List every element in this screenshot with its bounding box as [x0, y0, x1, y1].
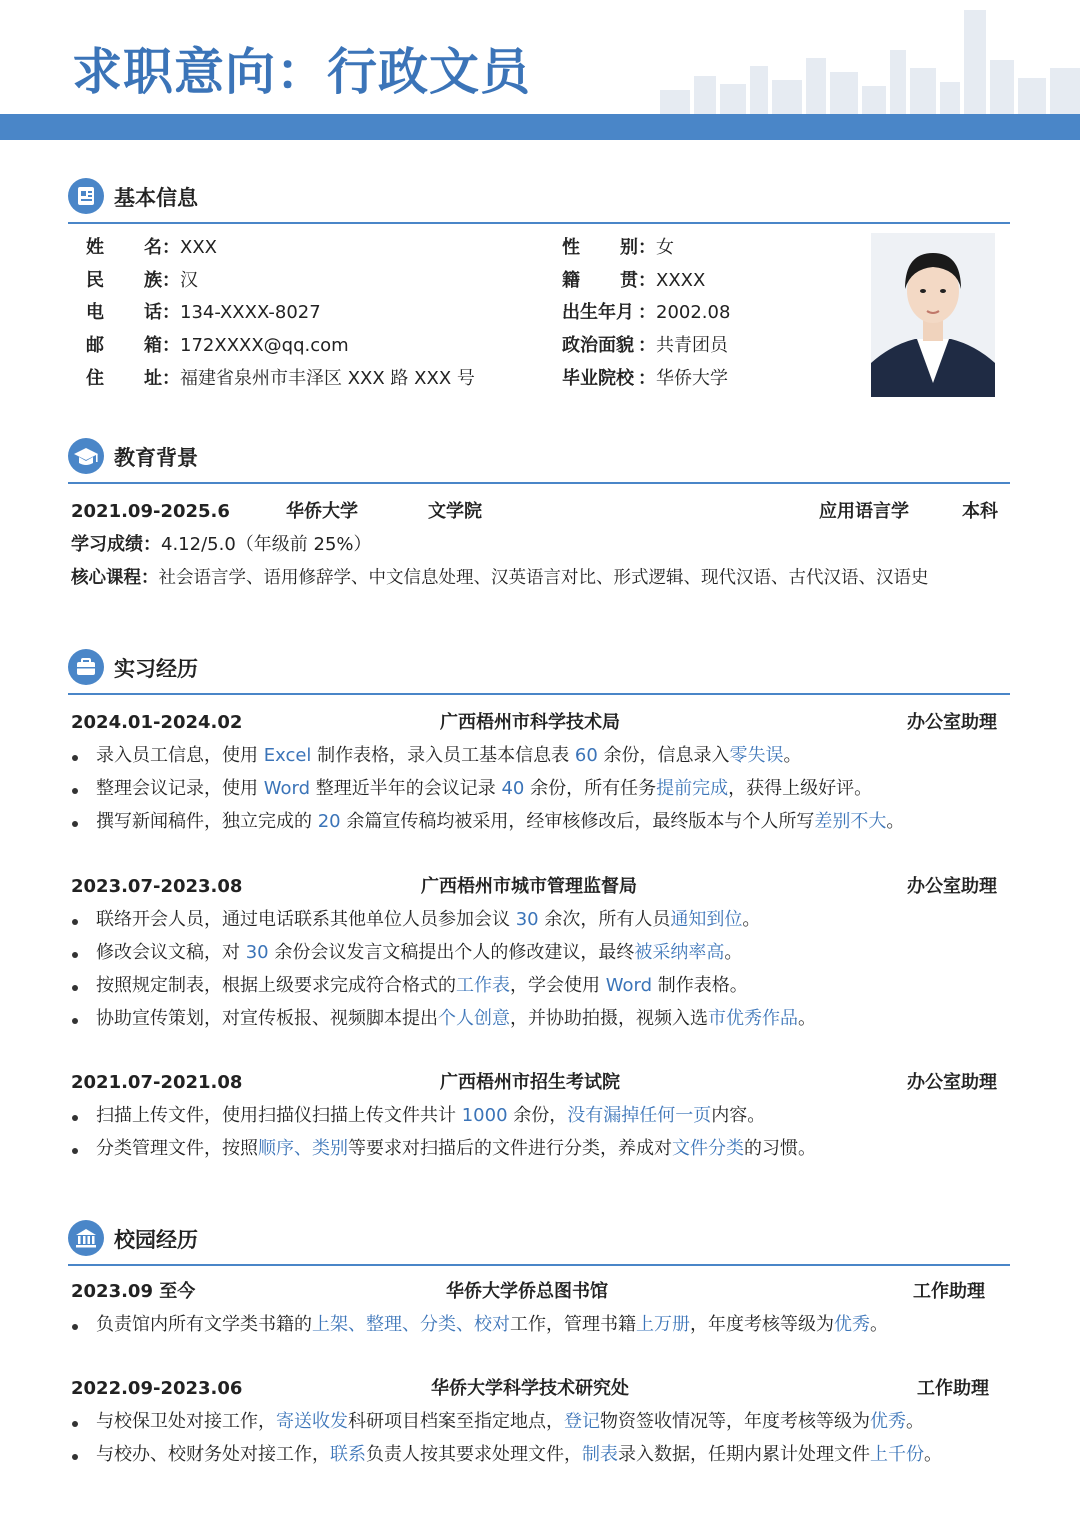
bullet-segment: 整理会议记录，使用 [96, 778, 264, 799]
entry-period: 2022.09-2023.06 [71, 1378, 243, 1399]
highlight-text: Word [605, 975, 652, 996]
info-row-left [86, 333, 349, 359]
info-label-char: 箱 [144, 335, 162, 357]
info-label-char: 邮 [86, 335, 104, 357]
highlight-text: Excel [263, 745, 312, 766]
entry-role: 办公室助理 [907, 712, 997, 733]
edu-period: 2021.09-2025.6 [71, 501, 230, 522]
highlight-text: 上万册 [636, 1314, 690, 1335]
edu-college: 文学院 [428, 501, 482, 522]
header-bar [0, 114, 1080, 140]
bullet-text [96, 1006, 816, 1032]
section-title: 校园经历 [114, 1228, 198, 1252]
info-value: 共青团员 [656, 335, 728, 357]
bullet-segment: 扫描上传文件，使用扫描仪扫描上传文件共计 [96, 1105, 462, 1126]
info-value: 汉 [180, 269, 198, 291]
bullet-text [96, 743, 802, 769]
section-divider [68, 482, 1010, 484]
bullet-segment: 的习惯。 [744, 1138, 816, 1159]
entry-role: 办公室助理 [907, 1072, 997, 1093]
info-row-left [86, 366, 475, 392]
bullet-segment: 。 [870, 1314, 888, 1335]
highlight-text: 通知到位 [670, 909, 743, 930]
info-value: 134-XXXX-8027 [180, 302, 321, 324]
bullet-dot [72, 821, 78, 827]
section-internship [68, 647, 1010, 691]
bullet-segment: 等要求对扫描后的文件进行分类，养成对 [348, 1138, 672, 1159]
highlight-text: 文件分类 [672, 1138, 744, 1159]
highlight-text: Word [263, 778, 310, 799]
edu-major: 应用语言学 [819, 501, 909, 522]
bullet-segment: 余份， [507, 1105, 568, 1126]
bullet-segment: 制作表格，录入员工基本信息表 [311, 745, 575, 766]
entry-period: 2021.07-2021.08 [71, 1072, 243, 1093]
bullet-dot [72, 755, 78, 761]
info-label-char: 性 [562, 237, 580, 258]
highlight-text: 20 [317, 811, 341, 832]
bullet-text [96, 1312, 888, 1338]
info-row-right [562, 333, 728, 359]
section-campus [68, 1218, 1010, 1262]
edu-courses: 核心课程：社会语言学、语用修辞学、中文信息处理、汉英语言对比、形式逻辑、现代汉语、古代汉语、汉语史 [71, 568, 929, 588]
info-value: 172XXXX@qq.com [180, 335, 349, 357]
resume-header [0, 0, 1080, 140]
bullet-segment: 。 [798, 1008, 816, 1029]
section-header [68, 436, 1010, 480]
section-title: 基本信息 [114, 186, 198, 210]
bullet-segment: 与校保卫处对接工作， [96, 1411, 276, 1432]
info-label-char: 住 [86, 367, 104, 389]
info-row-left [86, 300, 321, 326]
graduation-cap-icon [68, 438, 104, 474]
bullet-dot [72, 919, 78, 925]
info-value: 福建省泉州市丰泽区 XXX 路 XXX 号 [180, 367, 475, 389]
entry-period: 2023.07-2023.08 [71, 876, 243, 897]
bullet-text [96, 776, 872, 802]
info-colon: ： [638, 335, 656, 357]
highlight-text: 优秀 [870, 1411, 906, 1432]
bullet-segment: 。 [886, 811, 905, 832]
highlight-text: 零失误 [729, 745, 784, 766]
info-colon: ： [162, 335, 180, 357]
info-label: 政治面貌 [562, 335, 634, 357]
profile-photo [871, 233, 995, 397]
entry-period: 2023.09 至今 [71, 1281, 196, 1302]
highlight-text: 寄送收发 [276, 1411, 348, 1432]
info-value: 女 [656, 237, 674, 258]
job-objective-title: 求职意向：行政文员 [72, 43, 531, 101]
info-label [562, 235, 638, 261]
info-row-right [562, 268, 705, 294]
info-label: 出生年月 [562, 302, 634, 324]
bullet-segment: 修改会议文稿，对 [96, 942, 246, 963]
bullet-segment: ，年度考核等级为 [690, 1314, 834, 1335]
bullet-segment: 负责人按其要求处理文件， [366, 1444, 582, 1465]
highlight-text: 市优秀作品 [708, 1008, 798, 1029]
bullet-segment: 。 [906, 1411, 924, 1432]
info-colon: ： [162, 302, 180, 324]
info-label-char: 电 [86, 302, 104, 324]
highlight-text: 制表 [582, 1444, 618, 1465]
bullet-segment: 协助宣传策划，对宣传板报、视频脚本提出 [96, 1008, 438, 1029]
entry-organization: 华侨大学科学技术研究处 [431, 1378, 629, 1399]
info-row-right [562, 366, 728, 392]
info-row-right [562, 235, 674, 261]
highlight-text: 没有漏掉任何一页 [567, 1105, 712, 1126]
bullet-dot [72, 1148, 78, 1154]
section-header [68, 647, 1010, 691]
info-row-left [86, 268, 198, 294]
entry-organization: 广西梧州市招生考试院 [440, 1072, 620, 1093]
bullet-segment: 联络开会人员，通过电话联系其他单位人员参加会议 [96, 909, 516, 930]
info-colon: ： [162, 367, 180, 389]
bullet-text [96, 809, 904, 835]
highlight-text: 30 [245, 942, 269, 963]
bullet-text [96, 973, 748, 999]
institution-icon [68, 1220, 104, 1256]
bullet-segment: 撰写新闻稿件，独立完成的 [96, 811, 318, 832]
bullet-segment: 负责馆内所有文学类书籍的 [96, 1314, 312, 1335]
bullet-segment: 。 [724, 942, 743, 963]
bullet-dot [72, 985, 78, 991]
bullet-segment: 按照规定制表，根据上级要求完成符合格式的 [96, 975, 456, 996]
bullet-segment: 物资签收情况等，年度考核等级为 [600, 1411, 870, 1432]
info-label: 毕业院校 [562, 367, 634, 389]
briefcase-icon [68, 649, 104, 685]
info-label-char: 贯 [620, 269, 638, 291]
info-label-char: 姓 [86, 237, 104, 258]
bullet-dot [72, 1421, 78, 1427]
info-value: 华侨大学 [656, 367, 728, 389]
section-header [68, 1218, 1010, 1262]
section-header [68, 176, 1010, 220]
bullet-dot [72, 788, 78, 794]
info-colon: ： [162, 269, 180, 291]
info-colon: ： [162, 237, 180, 258]
edu-grade: 学习成绩：4.12/5.0（年级前 25%） [71, 534, 372, 555]
bullet-segment: 余份会议发言文稿提出个人的修改建议，最终 [268, 942, 635, 963]
bullet-segment: ，获得上级好评。 [728, 778, 873, 799]
bullet-segment: 。 [783, 745, 802, 766]
info-colon: ： [638, 237, 656, 258]
highlight-text: 30 [515, 909, 539, 930]
bullet-segment: 余份，所有任务 [524, 778, 657, 799]
info-value: XXXX [656, 269, 706, 291]
info-label [86, 300, 162, 326]
entry-organization: 广西梧州市科学技术局 [440, 712, 620, 733]
edu-school: 华侨大学 [286, 501, 358, 522]
bullet-segment: 。 [924, 1444, 942, 1465]
bullet-segment: 分类管理文件，按照 [96, 1138, 258, 1159]
entry-period: 2024.01-2024.02 [71, 712, 243, 733]
highlight-text: 个人创意 [438, 1008, 510, 1029]
bullet-segment: 余次，所有人员 [538, 909, 671, 930]
bullet-segment: ，学会使用 [510, 975, 606, 996]
bullet-segment: 内容。 [711, 1105, 766, 1126]
info-label-char: 话 [144, 302, 162, 324]
bullet-segment: 与校办、校财务处对接工作， [96, 1444, 330, 1465]
bullet-segment: 科研项目档案至指定地点， [348, 1411, 564, 1432]
info-label-char: 名 [144, 237, 162, 258]
info-label-char: 族 [144, 269, 162, 291]
info-label [86, 366, 162, 392]
info-value: 2002.08 [656, 302, 731, 324]
section-education [68, 436, 1010, 480]
highlight-text: 40 [501, 778, 525, 799]
section-divider [68, 222, 1010, 224]
bullet-segment: 工作，管理书籍 [510, 1314, 636, 1335]
info-label [86, 235, 162, 261]
bullet-text [96, 1409, 924, 1435]
info-label [562, 268, 638, 294]
highlight-text: 联系 [330, 1444, 366, 1465]
section-title: 教育背景 [114, 446, 198, 470]
entry-role: 办公室助理 [907, 876, 997, 897]
highlight-text: 上千份 [870, 1444, 924, 1465]
bullet-segment: 录入数据，任期内累计处理文件 [618, 1444, 870, 1465]
highlight-text: 顺序、类别 [258, 1138, 348, 1159]
bullet-text [96, 1136, 816, 1162]
highlight-text: 上架、整理、分类、校对 [312, 1314, 510, 1335]
bullet-text [96, 907, 760, 933]
bullet-text [96, 1442, 942, 1468]
info-label-char: 址 [144, 367, 162, 389]
entry-organization: 华侨大学侨总图书馆 [446, 1281, 608, 1302]
highlight-text: 差别不大 [814, 811, 887, 832]
city-skyline-decoration [660, 10, 1080, 114]
info-label-char: 籍 [562, 269, 580, 291]
bullet-segment: 制作表格。 [652, 975, 748, 996]
bullet-text [96, 1103, 765, 1129]
info-value: XXX [180, 237, 217, 258]
bullet-dot [72, 1324, 78, 1330]
section-title: 实习经历 [114, 657, 198, 681]
entry-organization: 广西梧州市城市管理监督局 [421, 876, 637, 897]
info-colon: ： [638, 302, 656, 324]
entry-role: 工作助理 [913, 1281, 985, 1302]
bullet-dot [72, 1454, 78, 1460]
section-divider [68, 693, 1010, 695]
highlight-text: 被采纳率高 [634, 942, 725, 963]
info-label-char: 民 [86, 269, 104, 291]
bullet-segment: 录入员工信息，使用 [96, 745, 264, 766]
bullet-dot [72, 1018, 78, 1024]
highlight-text: 1000 [461, 1105, 508, 1126]
edu-degree: 本科 [962, 501, 998, 522]
info-colon: ： [638, 269, 656, 291]
bullet-dot [72, 1115, 78, 1121]
bullet-segment: ，并协助拍摄，视频入选 [510, 1008, 708, 1029]
bullet-dot [72, 952, 78, 958]
info-row-left [86, 235, 217, 261]
highlight-text: 60 [574, 745, 598, 766]
info-colon: ： [638, 367, 656, 389]
info-label-char: 别 [620, 237, 638, 258]
id-card-icon [68, 178, 104, 214]
bullet-segment: 余篇宣传稿均被采用，经审核修改后，最终版本与个人所写 [340, 811, 815, 832]
highlight-text: 优秀 [834, 1314, 870, 1335]
info-label [86, 333, 162, 359]
highlight-text: 提前完成 [656, 778, 729, 799]
highlight-text: 工作表 [456, 975, 510, 996]
info-row-right [562, 300, 730, 326]
section-divider [68, 1264, 1010, 1266]
bullet-segment: 整理近半年的会议记录 [310, 778, 502, 799]
bullet-segment: 余份，信息录入 [597, 745, 730, 766]
info-label [86, 268, 162, 294]
section-basic-info [68, 176, 1010, 220]
highlight-text: 登记 [564, 1411, 600, 1432]
entry-role: 工作助理 [917, 1378, 989, 1399]
bullet-text [96, 940, 742, 966]
bullet-segment: 。 [742, 909, 761, 930]
